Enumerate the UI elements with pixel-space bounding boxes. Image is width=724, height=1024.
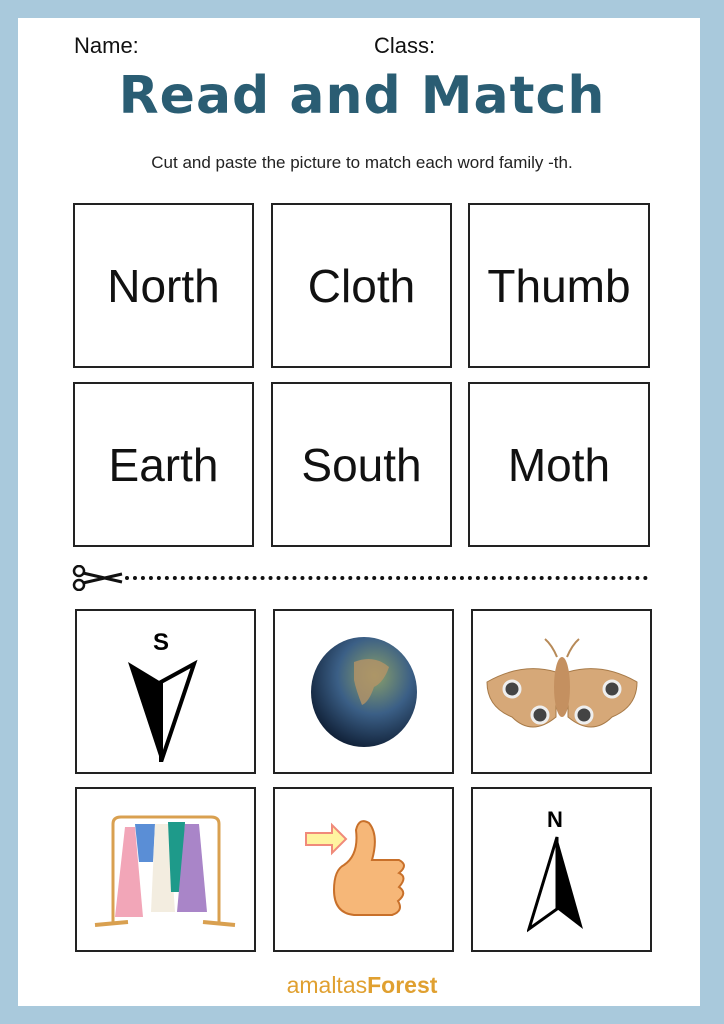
moth-icon — [482, 637, 642, 747]
word-card-earth — [73, 382, 254, 547]
thumbs-up-icon — [304, 815, 424, 925]
page-title: Read and Match — [118, 66, 606, 126]
picture-card-thumb[interactable] — [273, 787, 454, 952]
north-arrow-icon — [527, 805, 597, 935]
word-card-south — [271, 382, 452, 547]
svg-text:N: N — [546, 806, 563, 832]
word-card-cloth — [271, 203, 452, 368]
picture-card-north[interactable] — [471, 787, 652, 952]
picture-card-cloth[interactable] — [75, 787, 256, 952]
svg-text:S: S — [152, 628, 169, 656]
brand-logo — [0, 972, 724, 999]
picture-card-earth[interactable] — [273, 609, 454, 774]
brand-light-text: amaltas — [286, 972, 368, 998]
class-label: Class: — [374, 33, 436, 58]
word-label: Earth — [108, 438, 219, 491]
word-label: North — [107, 259, 220, 312]
word-label: Moth — [507, 438, 611, 491]
south-arrow-icon — [126, 622, 206, 762]
brand-bold-text: Forest — [367, 972, 438, 998]
picture-card-moth[interactable] — [471, 609, 652, 774]
word-label: Thumb — [487, 259, 631, 312]
word-label: South — [301, 438, 422, 491]
instruction-text: Cut and paste the picture to match each word family -th. — [151, 153, 573, 172]
clothes-rack-icon — [93, 812, 238, 927]
cut-line — [125, 576, 648, 580]
word-card-moth — [468, 382, 650, 547]
word-card-thumb — [468, 203, 650, 368]
scissors-icon — [72, 565, 124, 591]
word-label: Cloth — [307, 259, 416, 312]
earth-globe-icon — [309, 637, 419, 747]
word-card-north — [73, 203, 254, 368]
picture-card-south[interactable] — [75, 609, 256, 774]
name-label: Name: — [74, 33, 139, 58]
